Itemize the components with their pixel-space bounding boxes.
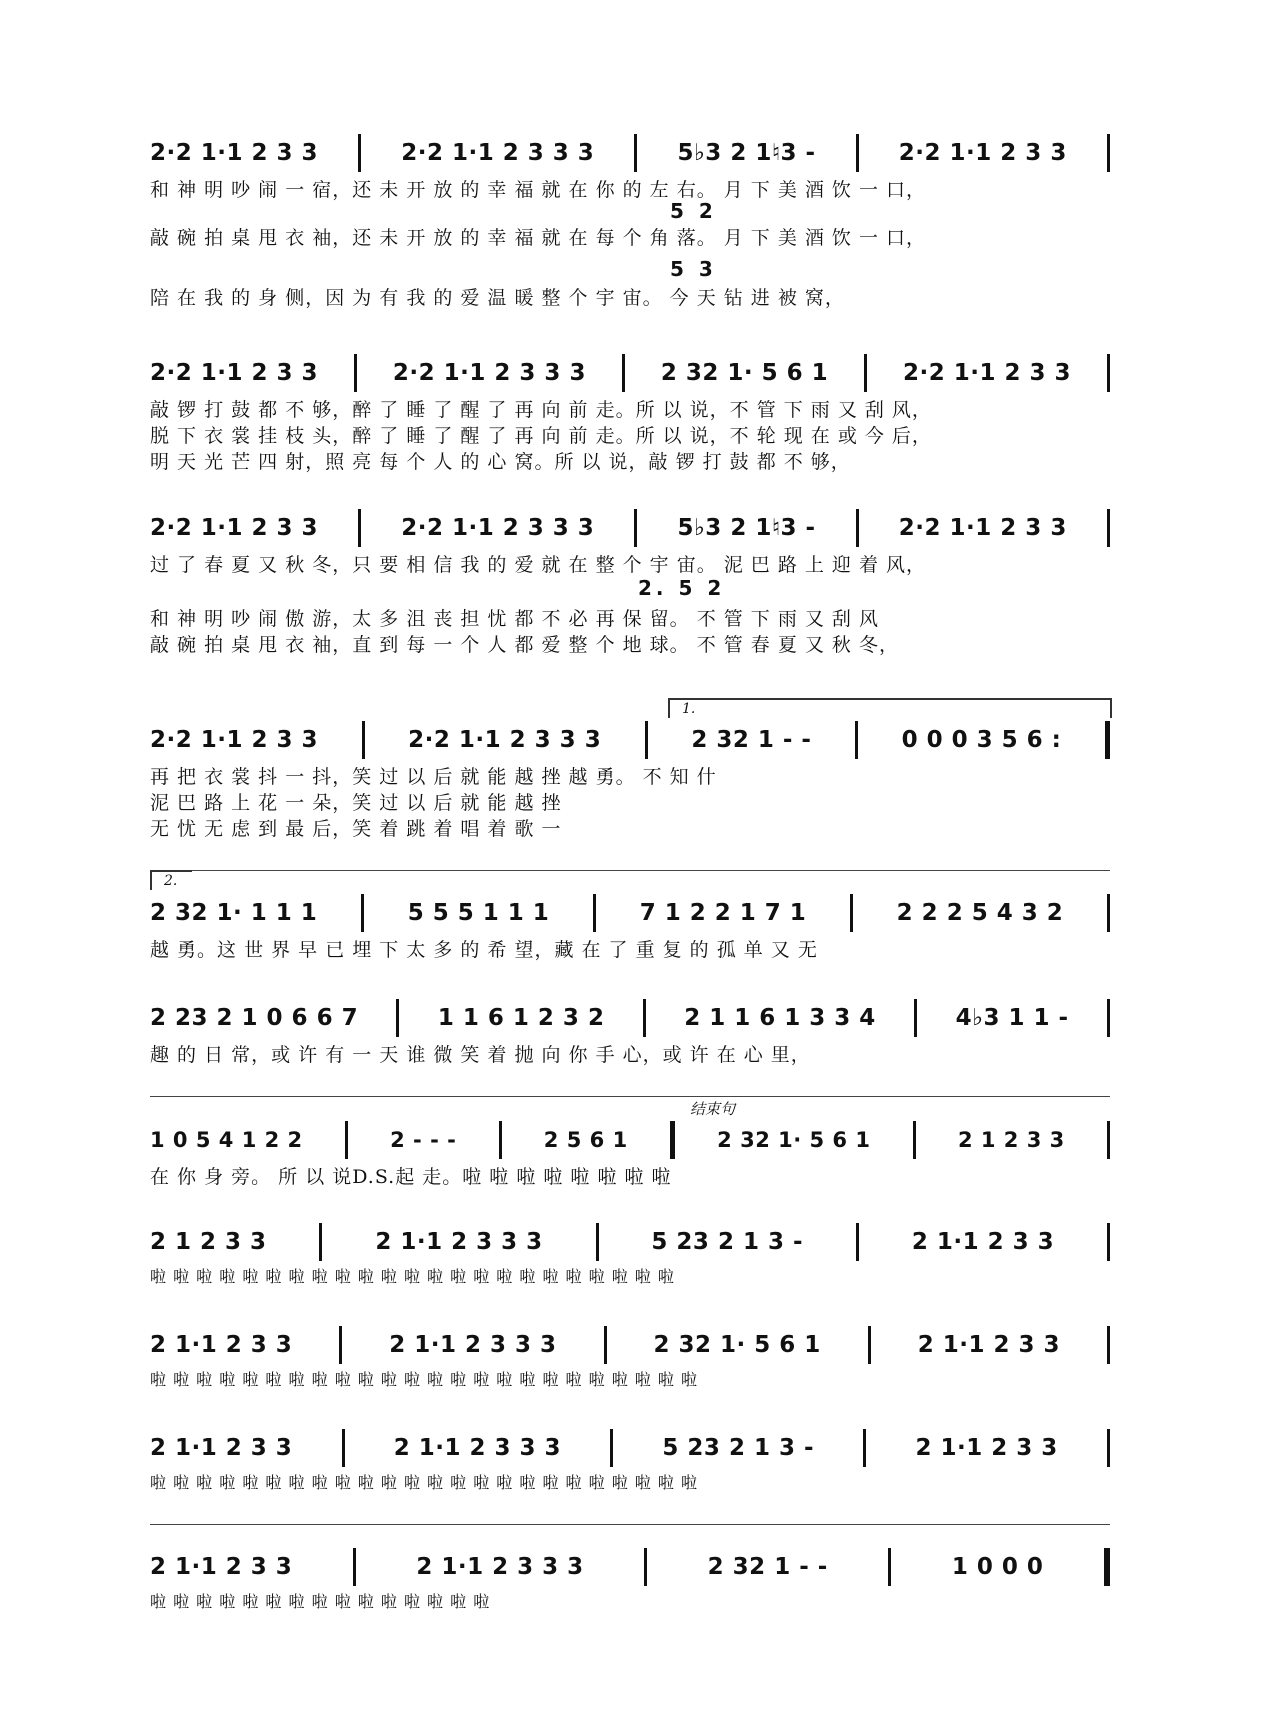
measure: 1 0 0 0 [951,1554,1044,1580]
measure: 2 1 2 3 3 [957,1128,1065,1152]
lyric-line: 啦 啦 啦 啦 啦 啦 啦 啦 啦 啦 啦 啦 啦 啦 啦 啦 啦 啦 啦 啦 啦 啦 啦 啦 [150,1370,698,1389]
barline [850,894,853,932]
barline [1107,1121,1110,1159]
barline [645,721,648,759]
section-line [150,1096,1110,1097]
lyric-line: 趣 的 日 常，或 许 有 一 天 谁 微 笑 着 抛 向 你 手 心，或 许 在 心 里， [150,1044,811,1066]
measure: 2 1·1 2 3 3 [911,1229,1055,1255]
measure: 5 23 2 1 3 - [662,1435,815,1461]
system-6 [150,998,1110,1068]
system-9 [150,1325,1110,1395]
measure: 2·2 1·1 2 3 3 3 [401,140,595,166]
measure: 2 1·1 2 3 3 [917,1332,1061,1358]
measure: 2·2 1·1 2 3 3 [150,360,319,386]
notation-line [150,133,1110,173]
barline [1107,134,1110,172]
measure: 2·2 1·1 2 3 3 [903,360,1072,386]
barline [863,1429,866,1467]
measure: 2 32 1· 5 6 1 [717,1128,871,1152]
barline [1107,1326,1110,1364]
barline [1107,509,1110,547]
barline [1107,1429,1110,1467]
system-10 [150,1428,1110,1498]
measure: 2 32 1· 1 1 1 [150,900,318,926]
notation-line [150,1428,1110,1468]
measure: 2 32 1 - - [707,1554,828,1580]
barline [361,894,364,932]
barline [1107,999,1110,1037]
alt-notes: 5 2 [670,199,717,223]
measure: 2·2 1·1 2 3 3 [898,515,1067,541]
measure: 5 23 2 1 3 - [651,1229,804,1255]
system-1 [150,133,1110,313]
lyric-line: 明 天 光 芒 四 射，照 亮 每 个 人 的 心 窝。所 以 说，敲 锣 打 鼓 都 不 够， [150,451,851,473]
measure: 2 1·1 2 3 3 [150,1435,293,1461]
barline [856,1223,859,1261]
measure: 2 1·1 2 3 3 [150,1554,293,1580]
barline [1107,1223,1110,1261]
end-repeat-barline [1105,721,1110,759]
lyric-line: 和 神 明 吵 闹 一 宿，还 未 开 放 的 幸 福 就 在 你 的 左 右。 月 下 美 酒 饮 一 口， [150,179,926,201]
measure: 2 - - - [390,1128,457,1152]
measure: 2·2 1·1 2 3 3 [150,727,319,753]
lyric-line: 敲 碗 拍 桌 甩 衣 袖，还 未 开 放 的 幸 福 就 在 每 个 角 落。 月 下 美 酒 饮 一 口， [150,227,926,249]
measure: 2 1·1 2 3 3 3 [393,1435,562,1461]
coda-label: 结束句 [690,1100,736,1118]
measure: 2 1·1 2 3 3 3 [375,1229,543,1255]
barline [358,509,361,547]
barline [396,999,399,1037]
barline [634,134,637,172]
barline [864,354,867,392]
barline [362,721,365,759]
barline [610,1429,613,1467]
notation-line [150,720,1110,760]
notation-line [150,1222,1110,1262]
lyric-line: 在 你 身 旁。 所 以 说D.S.起 走。啦 啦 啦 啦 啦 啦 啦 啦 [150,1166,672,1188]
lyric-line: 再 把 衣 裳 抖 一 抖，笑 过 以 后 就 能 越 挫 越 勇。 不 知 什 [150,766,717,788]
measure: 5♭3 2 1♮3 - [677,140,816,166]
measure: 2 1 1 6 1 3 3 4 [684,1005,876,1031]
lyric-line: 啦 啦 啦 啦 啦 啦 啦 啦 啦 啦 啦 啦 啦 啦 啦 啦 啦 啦 啦 啦 啦 啦 啦 [150,1267,675,1286]
measure: 2 2 2 5 4 3 2 [896,900,1064,926]
barline [634,509,637,547]
volta-label: 2. [164,873,178,889]
barline [1107,894,1110,932]
measure: 2·2 1·1 2 3 3 3 [401,515,595,541]
barline [354,354,357,392]
measure: 2 1·1 2 3 3 [915,1435,1058,1461]
lyric-line: 越 勇。这 世 界 早 已 埋 下 太 多 的 希 望，藏 在 了 重 复 的 孤 单 又 无 [150,939,818,961]
notation-line [150,1547,1110,1587]
system-2 [150,353,1110,473]
measure: 2 1 2 3 3 [150,1229,267,1255]
notation-line [150,998,1110,1038]
measure: 4♭3 1 1 - [955,1005,1069,1031]
system-8 [150,1222,1110,1292]
measure: 2·2 1·1 2 3 3 3 [392,360,586,386]
volta-bracket [150,870,192,890]
lyric-line: 泥 巴 路 上 花 一 朵，笑 过 以 后 就 能 越 挫 [150,792,562,814]
barline [319,1223,322,1261]
barline [913,1121,916,1159]
barline [358,134,361,172]
measure: 2·2 1·1 2 3 3 [150,515,319,541]
barline [596,1223,599,1261]
barline [644,1548,647,1586]
measure: 7 1 2 2 1 7 1 [639,900,807,926]
lyric-line: 敲 锣 打 鼓 都 不 够，醉 了 睡 了 醒 了 再 向 前 走。所 以 说，不 管 下 雨 又 刮 风， [150,399,932,421]
measure: 2·2 1·1 2 3 3 [898,140,1067,166]
volta-label: 1. [682,701,696,717]
measure: 2 1·1 2 3 3 3 [416,1554,584,1580]
lyric-line: 陪 在 我 的 身 侧，因 为 有 我 的 爱 温 暖 整 个 宇 宙。 今 天 钻 进 被 窝， [150,287,845,309]
measure: 2·2 1·1 2 3 3 3 [408,727,602,753]
barline [339,1326,342,1364]
barline [855,721,858,759]
lyric-line: 无 忧 无 虑 到 最 后，笑 着 跳 着 唱 着 歌 一 [150,818,562,840]
barline [643,999,646,1037]
barline [593,894,596,932]
system-3 [150,508,1110,658]
barline [888,1548,891,1586]
lyric-line: 啦 啦 啦 啦 啦 啦 啦 啦 啦 啦 啦 啦 啦 啦 啦 啦 啦 啦 啦 啦 啦 啦 啦 啦 [150,1473,698,1492]
measure: 2 1·1 2 3 3 3 [389,1332,557,1358]
measure: 5 5 5 1 1 1 [407,900,550,926]
measure: 0 0 0 3 5 6 : [901,727,1062,753]
lyric-line: 脱 下 衣 裳 挂 枝 头，醉 了 睡 了 醒 了 再 向 前 走。所 以 说，不 轮 现 在 或 今 后， [150,425,932,447]
lyric-line: 敲 碗 拍 桌 甩 衣 袖，直 到 每 一 个 人 都 爱 整 个 地 球。 不 管 春 夏 又 秋 冬， [150,634,899,656]
barline [342,1429,345,1467]
barline [856,509,859,547]
notation-line [150,893,1110,933]
volta-bracket [668,698,1112,718]
barline [353,1548,356,1586]
measure: 2 32 1 - - [691,727,812,753]
notation-line [150,353,1110,393]
measure: 2 32 1· 5 6 1 [653,1332,821,1358]
notation-line [150,1325,1110,1365]
lyric-line: 啦 啦 啦 啦 啦 啦 啦 啦 啦 啦 啦 啦 啦 啦 啦 [150,1592,491,1611]
double-barline [670,1121,675,1159]
barline [499,1121,502,1159]
measure: 1 0 5 4 1 2 2 [150,1128,303,1152]
barline [345,1121,348,1159]
lyric-line: 过 了 春 夏 又 秋 冬，只 要 相 信 我 的 爱 就 在 整 个 宇 宙。 泥 巴 路 上 迎 着 风， [150,554,926,576]
barline [914,999,917,1037]
system-7 [150,1120,1110,1190]
alt-notes: 2. 5 2 [638,576,726,600]
barline [622,354,625,392]
measure: 2 32 1· 5 6 1 [660,360,829,386]
barline [604,1326,607,1364]
section-line [150,1524,1110,1525]
measure: 2·2 1·1 2 3 3 [150,140,319,166]
barline [868,1326,871,1364]
barline [1107,354,1110,392]
alt-notes: 5 3 [670,257,717,281]
notation-line [150,508,1110,548]
barline [856,134,859,172]
system-11 [150,1547,1110,1617]
measure: 1 1 6 1 2 3 2 [437,1005,605,1031]
notation-line [150,1120,1110,1160]
final-barline [1104,1548,1110,1586]
measure: 5♭3 2 1♮3 - [677,515,816,541]
measure: 2 1·1 2 3 3 [150,1332,293,1358]
measure: 2 23 2 1 0 6 6 7 [150,1005,359,1031]
system-4 [150,720,1110,840]
system-5 [150,893,1110,963]
volta-2-line [150,870,1110,871]
measure: 2 5 6 1 [543,1128,628,1152]
lyric-line: 和 神 明 吵 闹 傲 游，太 多 沮 丧 担 忧 都 不 必 再 保 留。 不 管 下 雨 又 刮 风 [150,608,879,630]
